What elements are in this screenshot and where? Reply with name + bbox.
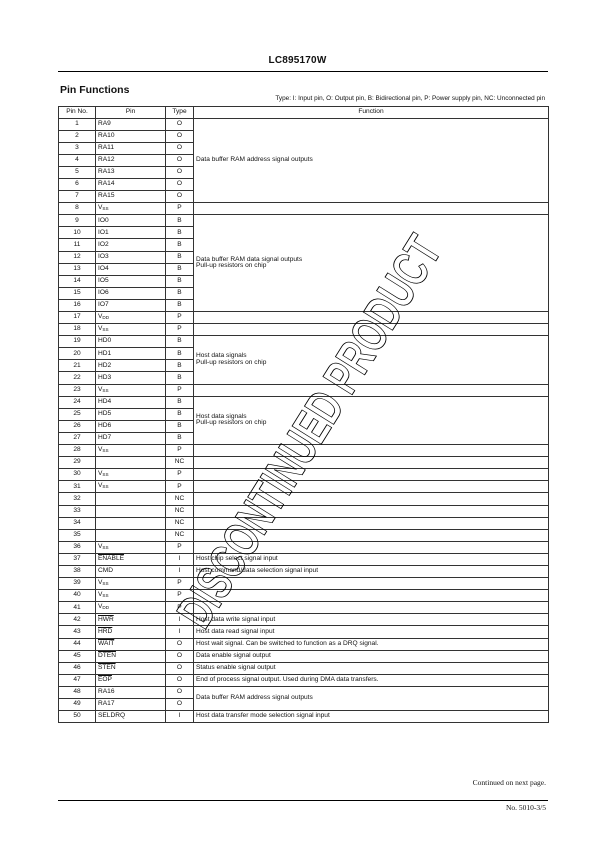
pin-type: I: [166, 711, 194, 723]
pin-type: NC: [166, 505, 194, 517]
table-row: [59, 590, 549, 602]
table-row: [59, 215, 549, 227]
function-line: Data enable signal output: [196, 651, 271, 659]
pin-type: B: [166, 336, 194, 348]
pin-name: [96, 396, 166, 408]
pin-name-text: $\overline{HWR}$: [98, 615, 114, 623]
pin-name-text: IO1: [98, 228, 109, 236]
pin-name-text: DTEN: [98, 651, 116, 659]
pin-name-text: HD0: [98, 337, 112, 345]
pin-name-text: IO2: [98, 240, 109, 248]
pin-name-subscript: SS: [102, 484, 109, 490]
pin-number: 3: [59, 142, 96, 154]
pin-name: [96, 711, 166, 723]
pin-type: O: [166, 638, 194, 650]
pin-name: [96, 602, 166, 614]
pin-function: [194, 384, 549, 396]
table-row: [59, 674, 549, 686]
pin-function: [194, 614, 549, 626]
table-row: [59, 711, 549, 723]
pin-number: 33: [59, 505, 96, 517]
pin-name-text: V: [98, 313, 103, 321]
function-line: Pull-up resistors on chip: [196, 419, 267, 427]
function-line: Data buffer RAM data signal outputs: [196, 255, 303, 263]
pin-type: P: [166, 578, 194, 590]
function-line: Host data read signal input: [196, 627, 275, 635]
pin-name-text: IO0: [98, 216, 109, 224]
type-legend: Type: I: Input pin, O: Output pin, B: Bidirectional pin, P: Power supply pin, NC: Unconnected pin: [275, 95, 545, 102]
pin-type: B: [166, 360, 194, 372]
page-number: No. 5010-3/5: [506, 803, 546, 812]
pin-type: O: [166, 191, 194, 203]
pin-type: O: [166, 686, 194, 698]
pin-name-text: IO3: [98, 252, 109, 260]
pin-name: [96, 699, 166, 711]
pin-type: I: [166, 553, 194, 565]
pin-name: [96, 626, 166, 638]
pin-name-subscript: SS: [102, 327, 109, 333]
pin-name-text: V: [98, 470, 103, 478]
function-line: Host data write signal input: [196, 615, 276, 623]
pin-name: [96, 529, 166, 541]
pin-type: P: [166, 469, 194, 481]
pin-name: [96, 372, 166, 384]
function-line: Host command/data selection signal input: [196, 567, 319, 575]
pin-name-text: $\overline{EOP}$: [98, 676, 112, 684]
pin-name: [96, 142, 166, 154]
pin-number: 40: [59, 590, 96, 602]
pin-number: 47: [59, 674, 96, 686]
pin-function: [194, 565, 549, 577]
pin-name-text: V: [98, 446, 103, 454]
pin-number: 17: [59, 312, 96, 324]
pin-number: 13: [59, 263, 96, 275]
header-function: Function: [194, 107, 549, 119]
pin-type: B: [166, 263, 194, 275]
table-row: [59, 517, 549, 529]
pin-name: [96, 578, 166, 590]
table-row: [59, 384, 549, 396]
pin-name-text: IO7: [98, 301, 109, 309]
pin-name-text: HD7: [98, 434, 112, 442]
pin-type: B: [166, 299, 194, 311]
table-row: [59, 469, 549, 481]
pin-type: B: [166, 432, 194, 444]
pin-name-text: HD3: [98, 373, 112, 381]
pin-type: P: [166, 541, 194, 553]
pin-type: B: [166, 215, 194, 227]
pin-type: B: [166, 239, 194, 251]
pin-name-text: SELDRQ: [98, 712, 126, 720]
table-row: [59, 481, 549, 493]
pin-function: [194, 638, 549, 650]
pin-number: 29: [59, 457, 96, 469]
pin-number: 12: [59, 251, 96, 263]
pin-name: [96, 517, 166, 529]
pin-name-text: V: [98, 591, 103, 599]
pin-number: 42: [59, 614, 96, 626]
pin-number: 25: [59, 408, 96, 420]
pin-type: P: [166, 590, 194, 602]
pin-number: 39: [59, 578, 96, 590]
pin-type: P: [166, 203, 194, 215]
pin-type: B: [166, 348, 194, 360]
pin-name-text: RA10: [98, 131, 115, 139]
pin-type: B: [166, 396, 194, 408]
pin-number: 9: [59, 215, 96, 227]
pin-name-text: RA9: [98, 119, 111, 127]
pin-function: [194, 336, 549, 384]
header-rule: [58, 71, 548, 72]
pin-name-text: $\overline{HRD}$: [98, 627, 113, 635]
table-row: [59, 505, 549, 517]
pin-name: [96, 686, 166, 698]
pin-name: [96, 130, 166, 142]
pin-function: [194, 493, 549, 505]
pin-name: [96, 348, 166, 360]
pin-function: [194, 711, 549, 723]
pin-function: [194, 578, 549, 590]
pin-type: B: [166, 420, 194, 432]
table-row: [59, 565, 549, 577]
pin-function: [194, 469, 549, 481]
pin-type: O: [166, 130, 194, 142]
pin-number: 27: [59, 432, 96, 444]
pin-name: [96, 178, 166, 190]
pin-function: [194, 481, 549, 493]
function-line: Host chip select signal input: [196, 555, 278, 563]
pin-type: B: [166, 372, 194, 384]
pin-number: 2: [59, 130, 96, 142]
pin-name-text: HD6: [98, 422, 112, 430]
pin-function: [194, 505, 549, 517]
pin-name: [96, 324, 166, 336]
pin-name: [96, 445, 166, 457]
pin-number: 8: [59, 203, 96, 215]
pin-name-text: HD2: [98, 361, 112, 369]
function-line: Pull-up resistors on chip: [196, 358, 267, 366]
pin-type: P: [166, 602, 194, 614]
pin-function: [194, 445, 549, 457]
pin-type: O: [166, 154, 194, 166]
pin-function: [194, 541, 549, 553]
header-type: Type: [166, 107, 194, 119]
pin-name-text: RA13: [98, 168, 115, 176]
pin-name-text: HD5: [98, 410, 112, 417]
pin-number: 10: [59, 227, 96, 239]
pin-function: [194, 662, 549, 674]
pin-number: 46: [59, 662, 96, 674]
pin-type: O: [166, 118, 194, 130]
pin-name: [96, 118, 166, 130]
pin-number: 28: [59, 445, 96, 457]
pin-name: [96, 432, 166, 444]
pin-name-text: HD1: [98, 349, 112, 357]
pin-number: 32: [59, 493, 96, 505]
pin-type: O: [166, 178, 194, 190]
pin-name-subscript: DD: [102, 605, 110, 611]
pin-functions-table: [58, 106, 549, 723]
function-line: Host data transfer mode selection signal input: [196, 712, 330, 720]
pin-function: [194, 626, 549, 638]
pin-name-text: STEN: [98, 663, 116, 671]
pin-type: I: [166, 565, 194, 577]
document-title: LC895170W: [268, 55, 327, 66]
pin-name-text: V: [98, 482, 103, 490]
pin-name: [96, 360, 166, 372]
pin-name: [96, 251, 166, 263]
pin-number: 22: [59, 372, 96, 384]
section-title: Pin Functions: [60, 84, 130, 96]
pin-name: [96, 166, 166, 178]
pin-type: O: [166, 650, 194, 662]
watermark-text: DISCONTINUED: [166, 284, 416, 638]
pin-name-text: HD4: [98, 397, 112, 405]
pin-type: O: [166, 166, 194, 178]
pin-name: [96, 481, 166, 493]
pin-number: 26: [59, 420, 96, 432]
pin-name-subscript: SS: [102, 206, 109, 212]
pin-function: [194, 215, 549, 312]
pin-name-subscript: SS: [102, 387, 109, 393]
pin-name: [96, 420, 166, 432]
pin-number: 41: [59, 602, 96, 614]
pin-name-text: IO5: [98, 276, 109, 284]
pin-name: [96, 638, 166, 650]
pin-name: [96, 384, 166, 396]
pin-name-text: RA11: [98, 143, 115, 151]
pin-name: [96, 408, 166, 420]
pin-name-text: ENABLE: [98, 555, 125, 563]
pin-number: 11: [59, 239, 96, 251]
pin-number: 21: [59, 360, 96, 372]
table-row: [59, 312, 549, 324]
pin-name: [96, 275, 166, 287]
table-row: [59, 578, 549, 590]
function-line: End of process signal output. Used during DMA data transfers.: [196, 676, 379, 684]
pin-name: [96, 191, 166, 203]
pin-name-text: V: [98, 204, 103, 212]
pin-name: [96, 505, 166, 517]
pin-name-text: CMD: [98, 567, 114, 575]
pin-name-text: RA16: [98, 688, 115, 696]
pin-name-text: RA17: [98, 700, 115, 708]
pin-name-text: V: [98, 579, 103, 587]
pin-number: 15: [59, 287, 96, 299]
pin-type: O: [166, 674, 194, 686]
pin-number: 43: [59, 626, 96, 638]
table-row: [59, 336, 549, 348]
pin-name-subscript: SS: [102, 581, 109, 587]
pin-type: B: [166, 251, 194, 263]
pin-number: 7: [59, 191, 96, 203]
table-row: [59, 662, 549, 674]
pin-name-text: V: [98, 385, 103, 393]
table-row: [59, 203, 549, 215]
pin-number: 16: [59, 299, 96, 311]
function-line: Pull-up resistors on chip: [196, 262, 267, 270]
pin-number: 45: [59, 650, 96, 662]
pin-name: [96, 674, 166, 686]
pin-name: [96, 299, 166, 311]
pin-name-text: V: [98, 542, 103, 550]
pin-name-text: RA15: [98, 192, 115, 200]
pin-name-text: V: [98, 325, 103, 333]
pin-type: P: [166, 481, 194, 493]
pin-function: [194, 324, 549, 336]
pin-number: 37: [59, 553, 96, 565]
pin-function: [194, 553, 549, 565]
function-line: Host data signals: [196, 352, 247, 360]
pin-name: [96, 650, 166, 662]
function-line: Host data signals: [196, 412, 247, 420]
pin-type: I: [166, 614, 194, 626]
pin-name: [96, 590, 166, 602]
table-row: [59, 396, 549, 408]
table-row: [59, 118, 549, 130]
pin-number: 19: [59, 336, 96, 348]
pin-number: 34: [59, 517, 96, 529]
pin-type: B: [166, 227, 194, 239]
pin-name: [96, 263, 166, 275]
pin-function: [194, 312, 549, 324]
pin-name: [96, 227, 166, 239]
pin-type: B: [166, 275, 194, 287]
pin-name: [96, 287, 166, 299]
pin-type: P: [166, 312, 194, 324]
pin-name: [96, 312, 166, 324]
function-line: Data buffer RAM address signal outputs: [196, 156, 313, 164]
pin-type: I: [166, 626, 194, 638]
pin-function: [194, 674, 549, 686]
table-row: [59, 541, 549, 553]
pin-name: [96, 203, 166, 215]
pin-name: [96, 614, 166, 626]
pin-name-subscript: SS: [102, 472, 109, 478]
pin-type: NC: [166, 529, 194, 541]
table-row: [59, 553, 549, 565]
pin-function: [194, 118, 549, 203]
pin-number: 24: [59, 396, 96, 408]
pin-number: 50: [59, 711, 96, 723]
pin-function: [194, 650, 549, 662]
pin-name-text: IO6: [98, 289, 109, 297]
table-row: [59, 602, 549, 614]
header-pin: Pin: [96, 107, 166, 119]
pin-name-text: RA12: [98, 156, 115, 164]
pin-number: 36: [59, 541, 96, 553]
pin-function: [194, 602, 549, 614]
pin-number: 5: [59, 166, 96, 178]
pin-name: [96, 215, 166, 227]
pin-name-subscript: DD: [102, 315, 110, 321]
pin-type: NC: [166, 493, 194, 505]
pin-name-text: IO4: [98, 264, 109, 272]
pin-type: B: [166, 408, 194, 420]
table-row: [59, 626, 549, 638]
table-row: [59, 686, 549, 698]
table-row: [59, 650, 549, 662]
pin-name-subscript: SS: [102, 448, 109, 454]
table-row: [59, 445, 549, 457]
pin-number: 20: [59, 348, 96, 360]
pin-type: P: [166, 384, 194, 396]
function-line: Host wait signal. Can be switched to function as a DRQ signal.: [196, 639, 379, 647]
pin-name: [96, 541, 166, 553]
pin-number: 35: [59, 529, 96, 541]
pin-name: [96, 565, 166, 577]
pin-name: [96, 457, 166, 469]
pin-name: [96, 469, 166, 481]
pin-type: O: [166, 142, 194, 154]
pin-name: [96, 662, 166, 674]
pin-function: [194, 529, 549, 541]
footer-rule: [58, 800, 548, 801]
pin-number: 38: [59, 565, 96, 577]
pin-number: 23: [59, 384, 96, 396]
pin-table-body: [59, 118, 549, 723]
pin-type: P: [166, 445, 194, 457]
pin-type: NC: [166, 457, 194, 469]
table-header-row: [59, 107, 549, 119]
pin-name: [96, 239, 166, 251]
pin-number: 18: [59, 324, 96, 336]
pin-name-text: WAIT: [98, 639, 115, 647]
pin-name: [96, 154, 166, 166]
table-row: [59, 324, 549, 336]
table-row: [59, 614, 549, 626]
pin-type: O: [166, 662, 194, 674]
pin-name: [96, 553, 166, 565]
pin-name: [96, 336, 166, 348]
function-line: Data buffer RAM address signal outputs: [196, 694, 313, 702]
pin-type: B: [166, 287, 194, 299]
table-row: [59, 457, 549, 469]
pin-number: 31: [59, 481, 96, 493]
table-row: [59, 493, 549, 505]
pin-number: 49: [59, 699, 96, 711]
pin-function: [194, 517, 549, 529]
pin-number: 30: [59, 469, 96, 481]
pin-name-subscript: SS: [102, 545, 109, 551]
pin-name-subscript: SS: [102, 593, 109, 599]
pin-number: 6: [59, 178, 96, 190]
pin-type: P: [166, 324, 194, 336]
continued-note: Continued on next page.: [472, 778, 546, 787]
pin-type: NC: [166, 517, 194, 529]
pin-number: 4: [59, 154, 96, 166]
pin-name-text: RA14: [98, 180, 115, 188]
pin-number: 1: [59, 118, 96, 130]
pin-function: [194, 203, 549, 215]
pin-function: [194, 686, 549, 710]
pin-number: 44: [59, 638, 96, 650]
pin-function: [194, 457, 549, 469]
table-row: [59, 638, 549, 650]
pin-number: 14: [59, 275, 96, 287]
header-pin-no: Pin No.: [59, 107, 96, 119]
function-line: Status enable signal output: [196, 663, 276, 671]
pin-name-text: V: [98, 603, 103, 611]
pin-number: 48: [59, 686, 96, 698]
pin-name: [96, 493, 166, 505]
pin-function: [194, 396, 549, 444]
pin-type: O: [166, 699, 194, 711]
pin-function: [194, 590, 549, 602]
table-row: [59, 529, 549, 541]
